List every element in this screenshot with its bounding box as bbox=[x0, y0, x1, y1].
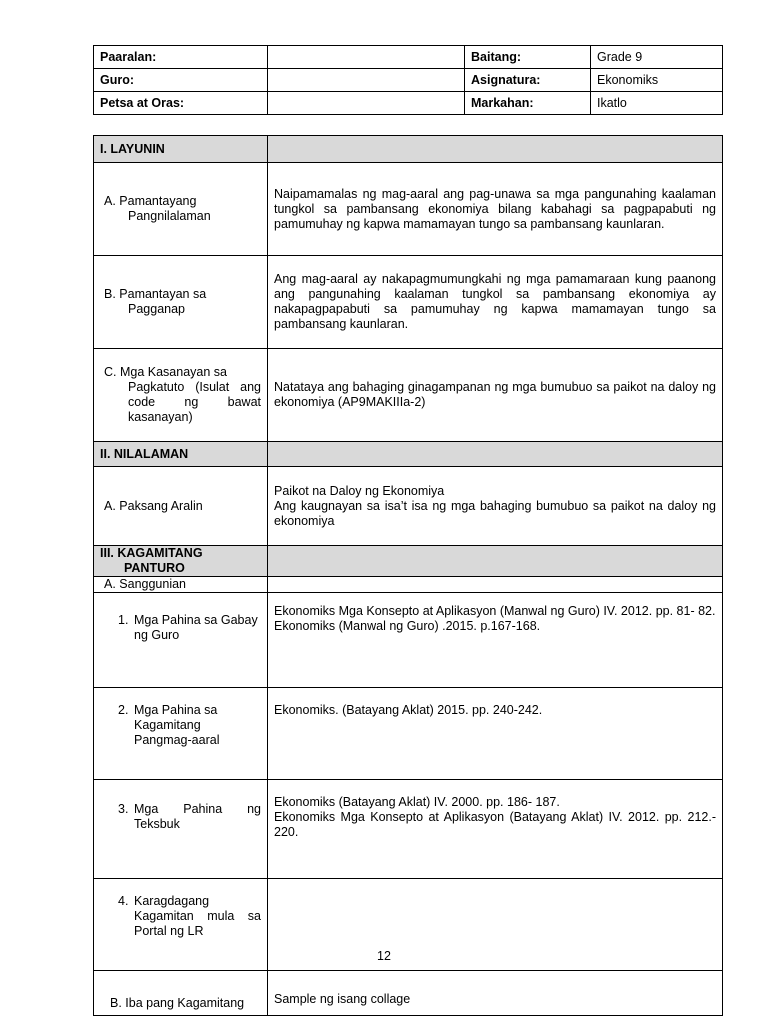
label-asignatura: Asignatura: bbox=[465, 69, 591, 92]
section-title-kagamitan: III. KAGAMITANG bbox=[100, 546, 203, 560]
label-pamantayang: A. Pamantayang bbox=[104, 194, 197, 208]
value-markahan: Ikatlo bbox=[591, 92, 723, 115]
label-markahan: Markahan: bbox=[465, 92, 591, 115]
label-pangnilalaman: Pangnilalaman bbox=[128, 209, 211, 223]
text-paksa-desc: Ang kaugnayan sa isa’t isa ng mga bahaging bumubuo sa paikot na daloy ng ekonomiya bbox=[274, 498, 716, 528]
row-sanggunian bbox=[94, 577, 723, 593]
text-gabay-guro-1: Ekonomiks Mga Konsepto at Aplikasyon (Manwal ng Guro) IV. 2012. pp. 81- 82. bbox=[274, 604, 716, 618]
row-kagamitang-pangmag-aaral bbox=[94, 688, 723, 780]
row-pamantayang-pangnilalaman bbox=[94, 163, 723, 256]
header-row bbox=[94, 46, 723, 69]
value-paaralan bbox=[268, 46, 465, 69]
label-mga-kasanayan: C. Mga Kasanayan sa bbox=[104, 365, 227, 379]
value-guro bbox=[268, 69, 465, 92]
header-row bbox=[94, 69, 723, 92]
label-gabay-guro: Mga Pahina sa Gabay ng Guro bbox=[134, 613, 258, 642]
label-iba-pang-kagamitan: B. Iba pang Kagamitang bbox=[94, 971, 268, 1016]
value-asignatura: Ekonomiks bbox=[591, 69, 723, 92]
item-number: 4. bbox=[118, 894, 129, 908]
text-gabay-guro-2: Ekonomiks (Manwal ng Guro) .2015. p.167-168. bbox=[274, 619, 541, 633]
label-teksbuk: Mga Pahina ng Teksbuk bbox=[134, 802, 261, 831]
section-layunin bbox=[94, 136, 723, 163]
label-kagamitang-pangmag-aaral: Mga Pahina sa Kagamitang Pangmag-aaral bbox=[134, 703, 220, 747]
section-nilalaman bbox=[94, 442, 723, 467]
lesson-plan-table bbox=[93, 135, 723, 1016]
text-teksbuk-1: Ekonomiks (Batayang Aklat) IV. 2000. pp. 186- 187. bbox=[274, 795, 560, 809]
label-paksang-aralin: A. Paksang Aralin bbox=[94, 467, 268, 546]
row-teksbuk bbox=[94, 780, 723, 879]
row-kasanayan bbox=[94, 349, 723, 442]
item-number: 3. bbox=[118, 802, 129, 816]
row-iba-pang-kagamitan bbox=[94, 971, 723, 1016]
text-iba-pang-kagamitan: Sample ng isang collage bbox=[268, 971, 723, 1016]
section-kagamitan bbox=[94, 546, 723, 577]
label-paaralan: Paaralan: bbox=[94, 46, 268, 69]
text-paksa-title: Paikot na Daloy ng Ekonomiya bbox=[274, 483, 445, 498]
section-title-layunin: I. LAYUNIN bbox=[94, 136, 268, 163]
section-title-panturo: PANTURO bbox=[124, 561, 185, 575]
label-sanggunian: A. Sanggunian bbox=[94, 577, 268, 593]
text-teksbuk-2: Ekonomiks Mga Konsepto at Aplikasyon (Batayang Aklat) IV. 2012. pp. 212.- 220. bbox=[274, 810, 716, 839]
label-pamantayan-sa: B. Pamantayan sa bbox=[104, 287, 207, 301]
page-number: 12 bbox=[377, 949, 391, 963]
section-title-nilalaman: II. NILALAMAN bbox=[94, 442, 268, 467]
row-gabay-guro bbox=[94, 593, 723, 688]
row-paksang-aralin bbox=[94, 467, 723, 546]
header-table bbox=[93, 45, 723, 115]
text-pamantayan-pagganap: Ang mag-aaral ay nakapagmumungkahi ng mga pamamaraan kung paanong ang pangunahing kaalaman tungkol sa pambansang ekonomiya ay nakapagpapabuti sa pamumuhay ng kapwa mamamayan tungo sa pambansang kaunlaran. bbox=[268, 256, 723, 349]
text-kasanayan: Natataya ang bahaging ginagampanan ng mga bumubuo sa paikot na daloy ng ekonomiya (AP9MAKIIIa-2) bbox=[268, 349, 723, 442]
text-pamantayang-pangnilalaman: Naipamamalas ng mag-aaral ang pag-unawa sa mga pangunahing kaalaman tungkol sa pambansang ekonomiya bilang kabahagi sa pagpapabuti ng pamumuhay ng kapwa mamamayan tungo sa pambansang kaunlaran. bbox=[268, 163, 723, 256]
row-pamantayan-pagganap bbox=[94, 256, 723, 349]
label-guro: Guro: bbox=[94, 69, 268, 92]
label-petsa: Petsa at Oras: bbox=[94, 92, 268, 115]
label-pagganap: Pagganap bbox=[128, 302, 186, 316]
header-row bbox=[94, 92, 723, 115]
value-petsa bbox=[268, 92, 465, 115]
value-baitang: Grade 9 bbox=[591, 46, 723, 69]
item-number: 1. bbox=[118, 613, 129, 627]
label-baitang: Baitang: bbox=[465, 46, 591, 69]
label-pagkatuto: Pagkatuto (Isulat ang code ng bawat kasanayan) bbox=[128, 380, 261, 424]
label-portal-lr: Karagdagang Kagamitan mula sa Portal ng LR bbox=[134, 894, 261, 938]
text-kagamitang-1: Ekonomiks. (Batayang Aklat) 2015. pp. 240-242. bbox=[274, 703, 543, 717]
item-number: 2. bbox=[118, 703, 129, 717]
